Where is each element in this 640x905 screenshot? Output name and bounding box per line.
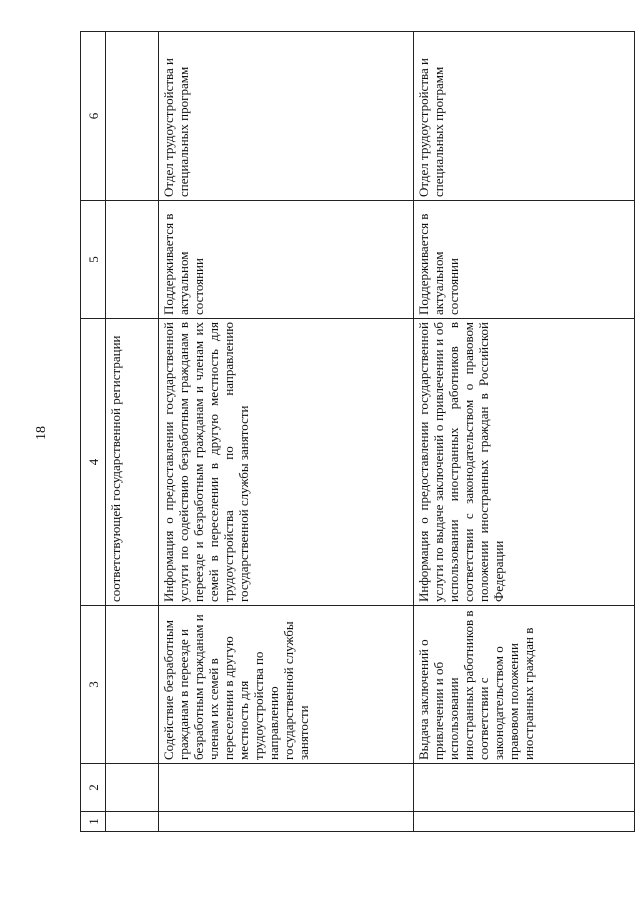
row-1-col-6	[106, 32, 159, 201]
table-header-row	[81, 32, 106, 832]
row-1-col-3	[106, 606, 159, 764]
column-number-3: 3	[81, 606, 106, 764]
row-3-service-name: Выдача заключений о привлечении и об использовании иностранных работников в соответствии с законодательством о правовом положении иностранных граждан в	[414, 606, 635, 764]
page-number: 18	[34, 426, 49, 440]
services-table	[80, 31, 635, 832]
row-3-col-1	[414, 812, 635, 832]
rotated-table-container	[80, 32, 635, 832]
column-number-6: 6	[81, 32, 106, 201]
row-1-col-5	[106, 201, 159, 319]
row-2-information: Информация о предоставлении государственной услуги по содействию безработным гражданам в переезде и безработным гражданам и членам их семей в переселении в другую местность для трудоустройства по направлению государственной службы занятости	[159, 319, 414, 606]
table-row	[414, 32, 635, 832]
column-number-2: 2	[81, 764, 106, 812]
row-2-col-2	[159, 764, 414, 812]
row-2-department: Отдел трудоустройства и специальных программ	[159, 32, 414, 201]
row-2-col-1	[159, 812, 414, 832]
table-row	[106, 32, 159, 832]
row-3-information: Информация о предоставлении государственной услуги по выдаче заключений о привлечении и об использовании иностранных работников в соответствии с законодательством о правовом положении иностранных граждан в Российской Федерации	[414, 319, 635, 606]
row-3-department: Отдел трудоустройства и специальных программ	[414, 32, 635, 201]
row-3-col-2	[414, 764, 635, 812]
row-2-status: Поддерживается в актуальном состоянии	[159, 201, 414, 319]
row-3-status: Поддерживается в актуальном состоянии	[414, 201, 635, 319]
row-1-col-2	[106, 764, 159, 812]
column-number-5: 5	[81, 201, 106, 319]
row-1-col-4: соответствующей государственной регистрации	[106, 319, 159, 606]
column-number-4: 4	[81, 319, 106, 606]
row-1-col-1	[106, 812, 159, 832]
table-row	[159, 32, 414, 832]
column-number-1: 1	[81, 812, 106, 832]
row-2-service-name: Содействие безработным гражданам в переезде и безработным гражданам и членам их семей в переселении в другую местность для трудоустройства по направлению государственной службы занятости	[159, 606, 414, 764]
